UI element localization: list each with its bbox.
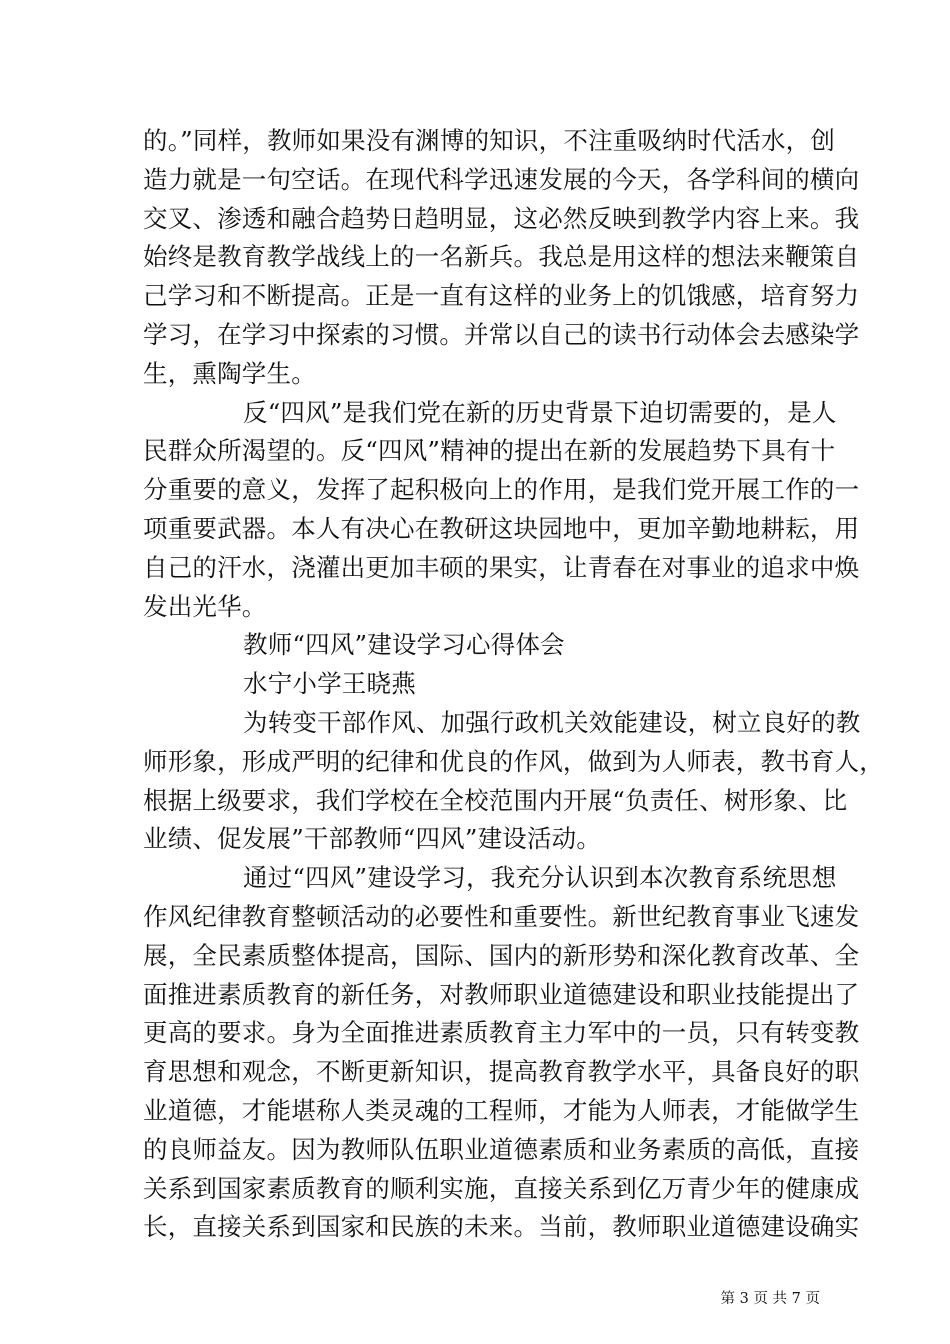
paragraph-start-line: 为转变干部作风、加强行政机关效能建设，树立良好的教 <box>243 707 861 737</box>
page-number-footer: 第 3 页 共 7 页 <box>720 1291 820 1307</box>
text-line: 关系到国家素质教育的顺利实施，直接关系到亿万青少年的健康成 <box>143 1173 860 1203</box>
text-line: 业道德，才能堪称人类灵魂的工程师，才能为人师表，才能做学生 <box>143 1095 860 1125</box>
text-line: 展，全民素质整体提高，国际、国内的新形势和深化教育改革、全 <box>143 940 860 970</box>
text-line: 己学习和不断提高。正是一直有这样的业务上的饥饿感，培育努力 <box>143 281 860 311</box>
paragraph-start-line: 通过“四风”建设学习，我充分认识到本次教育系统思想 <box>243 863 837 893</box>
text-line: 分重要的意义，发挥了起积极向上的作用，是我们党开展工作的一 <box>143 475 860 505</box>
text-line: 更高的要求。身为全面推进素质教育主力军中的一员，只有转变教 <box>143 1018 860 1048</box>
text-line: 根据上级要求，我们学校在全校范围内开展“负责任、树形象、比 <box>143 785 848 815</box>
text-line: 的良师益友。因为教师队伍职业道德素质和业务素质的高低，直接 <box>143 1134 860 1164</box>
text-line: 民群众所渴望的。反“四风”精神的提出在新的发展趋势下具有十 <box>143 436 836 466</box>
text-line: 长，直接关系到国家和民族的未来。当前，教师职业道德建设确实 <box>143 1212 860 1242</box>
text-line: 项重要武器。本人有决心在教研这块园地中，更加辛勤地耕耘，用 <box>143 513 860 543</box>
text-line: 发出光华。 <box>143 591 267 621</box>
text-line: 交叉、渗透和融合趋势日趋明显，这必然反映到教学内容上来。我 <box>143 203 860 233</box>
text-line: 育思想和观念，不断更新知识，提高教育教学水平，具备良好的职 <box>143 1057 860 1087</box>
body-text <box>143 122 884 1247</box>
text-line: 学习，在学习中探索的习惯。并常以自己的读书行动体会去感染学 <box>143 319 860 349</box>
text-line: 面推进素质教育的新任务，对教师职业道德建设和职业技能提出了 <box>143 979 860 1009</box>
text-line: 师形象，形成严明的纪律和优良的作风，做到为人师表，教书育人， <box>143 746 884 776</box>
text-line: 作风纪律教育整顿活动的必要性和重要性。新世纪教育事业飞速发 <box>143 901 860 931</box>
text-line: 造力就是一句空话。在现代科学迅速发展的今天，各学科间的横向 <box>143 164 860 194</box>
paragraph-start-line: 反“四风”是我们党在新的历史背景下迫切需要的，是人 <box>243 397 837 427</box>
text-line: 自己的汗水，浇灌出更加丰硕的果实，让青春在对事业的追求中焕 <box>143 552 860 582</box>
section-title: 教师“四风”建设学习心得体会 <box>243 630 565 660</box>
text-line: 始终是教育教学战线上的一名新兵。我总是用这样的想法来鞭策自 <box>143 242 860 272</box>
text-line: 业绩、促发展”干部教师“四风”建设活动。 <box>143 824 602 854</box>
author-line: 水宁小学王晓燕 <box>243 669 416 699</box>
text-line: 生，熏陶学生。 <box>143 358 316 388</box>
text-line: 的。”同样，教师如果没有渊博的知识，不注重吸纳时代活水，创 <box>143 126 836 155</box>
